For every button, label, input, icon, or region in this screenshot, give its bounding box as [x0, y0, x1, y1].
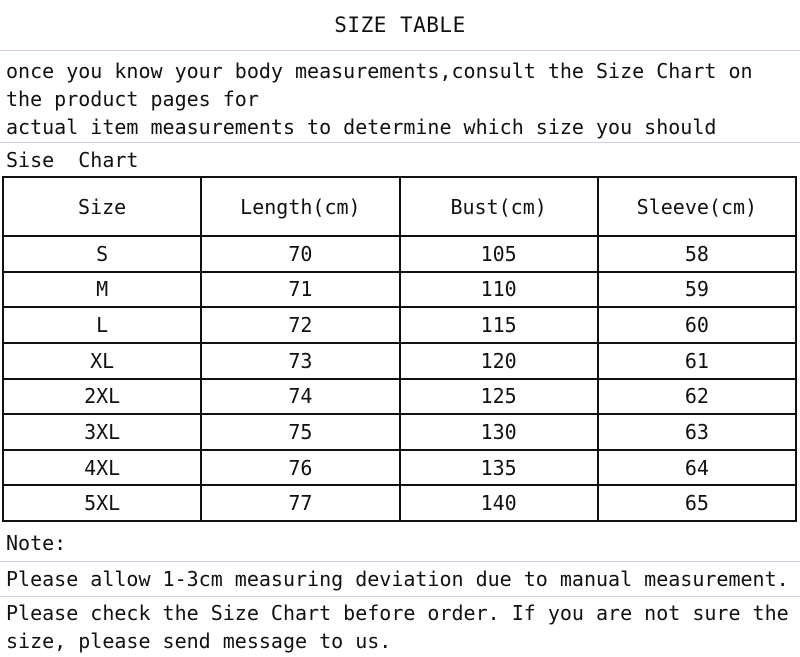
table-header-row	[3, 177, 796, 236]
sleeve-cell: 58	[598, 236, 796, 272]
size-cell: 5XL	[3, 485, 201, 521]
intro-line: once you know your body measurements,consult the Size Chart on	[6, 59, 753, 83]
size-table	[2, 176, 797, 522]
sleeve-cell: 65	[598, 485, 796, 521]
length-cell: 75	[201, 414, 399, 450]
length-cell: 70	[201, 236, 399, 272]
intro-line: the product pages for	[6, 87, 259, 111]
sleeve-cell: 60	[598, 307, 796, 343]
bust-cell: 135	[400, 450, 598, 486]
length-cell: 72	[201, 307, 399, 343]
sleeve-cell: 63	[598, 414, 796, 450]
length-cell: 71	[201, 272, 399, 308]
bust-cell: 140	[400, 485, 598, 521]
bust-cell: 105	[400, 236, 598, 272]
note-line: Please allow 1-3cm measuring deviation due to manual measurement.	[0, 561, 800, 596]
sleeve-cell: 61	[598, 343, 796, 379]
sleeve-cell: 59	[598, 272, 796, 308]
size-cell: 4XL	[3, 450, 201, 486]
note-label: Note:	[6, 531, 67, 555]
table-row	[3, 414, 796, 450]
sleeve-cell: 64	[598, 450, 796, 486]
bust-cell: 125	[400, 379, 598, 415]
size-cell: L	[3, 307, 201, 343]
bust-cell: 110	[400, 272, 598, 308]
column-header-length: Length(cm)	[201, 177, 399, 236]
size-cell: 2XL	[3, 379, 201, 415]
size-cell: 3XL	[3, 414, 201, 450]
length-cell: 77	[201, 485, 399, 521]
length-cell: 76	[201, 450, 399, 486]
size-cell: M	[3, 272, 201, 308]
length-cell: 73	[201, 343, 399, 379]
intro-line: actual item measurements to determine which size you should	[6, 115, 717, 139]
table-row	[3, 272, 796, 308]
length-cell: 74	[201, 379, 399, 415]
note-paragraph	[0, 596, 800, 657]
bust-cell: 115	[400, 307, 598, 343]
chart-label: Sise Chart	[0, 142, 800, 176]
table-row	[3, 343, 796, 379]
table-row	[3, 450, 796, 486]
column-header-sleeve: Sleeve(cm)	[598, 177, 796, 236]
sleeve-cell: 62	[598, 379, 796, 415]
note-line: size, please send message to us.	[6, 629, 392, 653]
table-row	[3, 236, 796, 272]
table-row	[3, 485, 796, 521]
table-row	[3, 307, 796, 343]
intro-text	[0, 50, 800, 142]
table-row	[3, 379, 796, 415]
page-title: SIZE TABLE	[334, 13, 466, 37]
column-header-bust: Bust(cm)	[400, 177, 598, 236]
column-header-size: Size	[3, 177, 201, 236]
bust-cell: 120	[400, 343, 598, 379]
size-cell: XL	[3, 343, 201, 379]
note-line: Please check the Size Chart before order. If you are not sure the	[6, 601, 789, 625]
size-cell: S	[3, 236, 201, 272]
bust-cell: 130	[400, 414, 598, 450]
